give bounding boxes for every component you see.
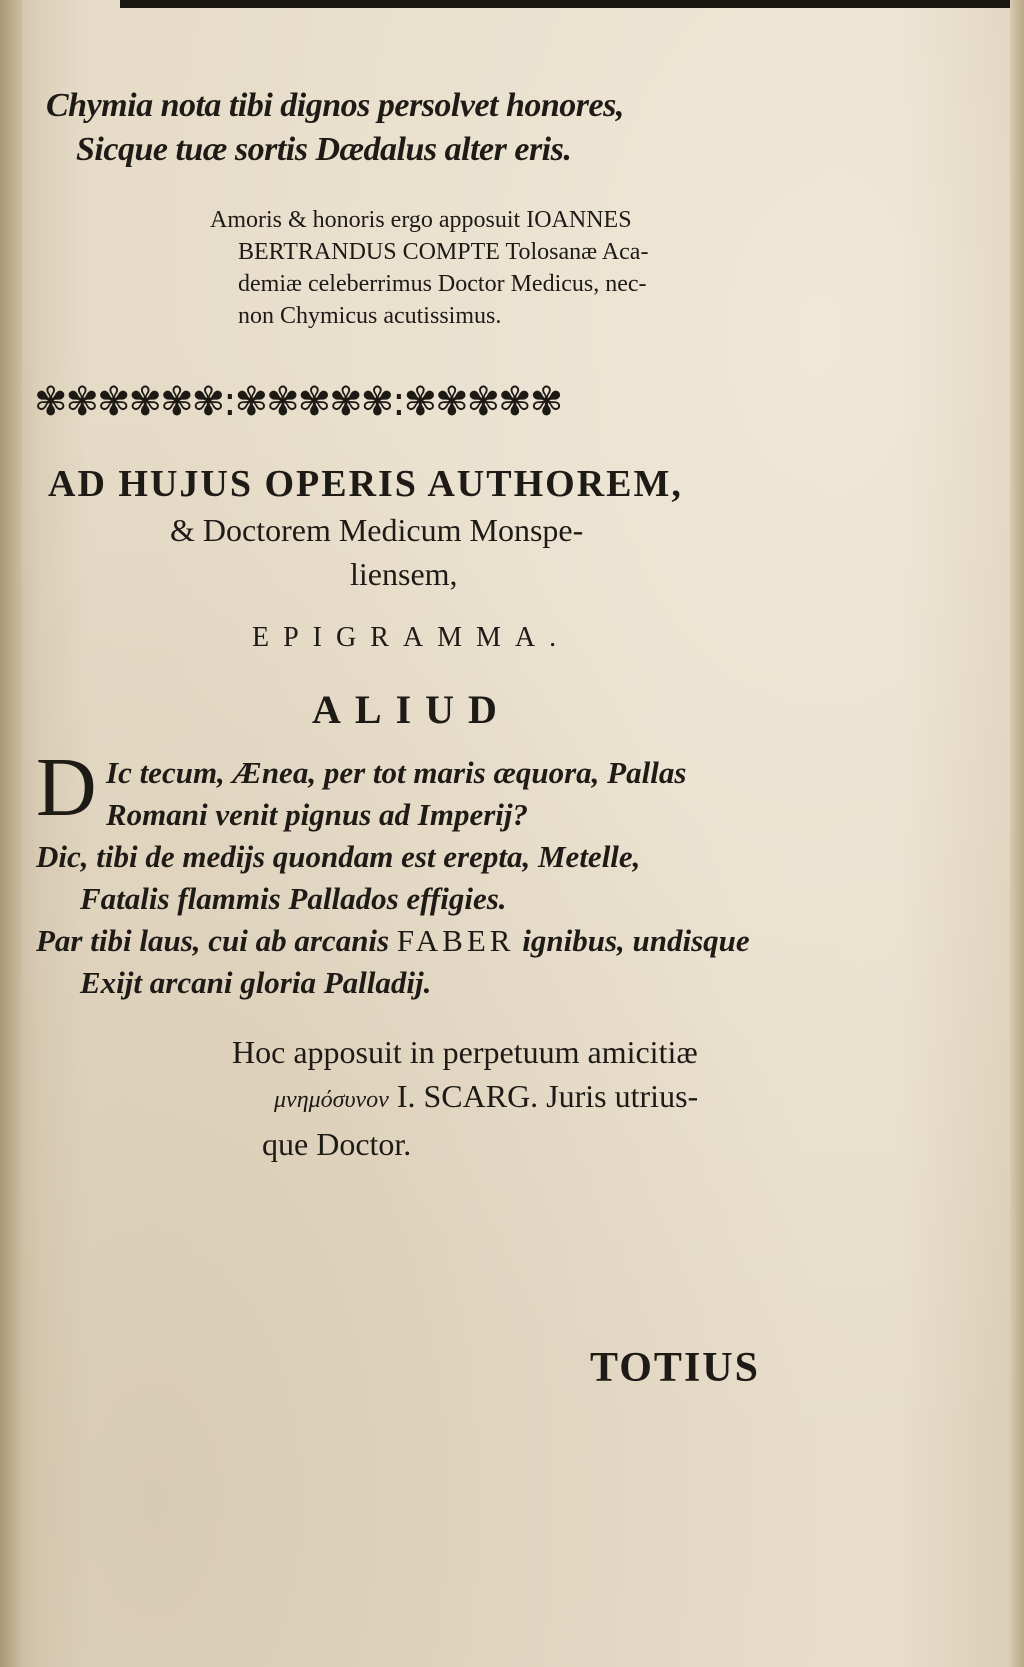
greek-word: μνημόσυνον bbox=[274, 1087, 389, 1113]
author-name: FABER bbox=[396, 923, 515, 958]
heading-subline: & Doctorem Medicum Monspe- bbox=[170, 512, 584, 548]
dedication-line: Amoris & honoris ergo apposuit IOANNES bbox=[210, 207, 632, 233]
poem-line: Ic tecum, Ænea, per tot maris æquora, Pallas bbox=[106, 755, 687, 790]
poem-line: Romani venit pignus ad Imperij? bbox=[106, 797, 529, 832]
catchword: TOTIUS bbox=[590, 1345, 760, 1391]
poem-line: Fatalis flammis Pallados effigies. bbox=[80, 881, 507, 916]
closing-verse bbox=[46, 84, 624, 172]
poem-line-part: ignibus, undisque bbox=[522, 923, 750, 958]
section-heading: AD HUJUS OPERIS AUTHOREM, bbox=[48, 463, 683, 505]
poem-line: Exijt arcani gloria Palladij. bbox=[80, 965, 432, 1000]
fleuron-ornament-band: ✾✾✾✾✾✾:✾✾✾✾✾:✾✾✾✾✾ bbox=[34, 379, 562, 425]
poem-line bbox=[36, 920, 750, 962]
verse-line: Chymia nota tibi dignos persolvet honores, bbox=[46, 87, 624, 124]
dedication-compte bbox=[210, 204, 648, 332]
poem-line-part: Par tibi laus, cui ab arcanis bbox=[36, 923, 390, 958]
poem-line: Dic, tibi de medijs quondam est erepta, Metelle, bbox=[36, 839, 641, 874]
verse-line: Sicque tuæ sortis Dædalus alter eris. bbox=[76, 131, 572, 168]
dedication-line: Hoc apposuit in perpetuum amicitiæ bbox=[232, 1034, 698, 1070]
dedication-line: non Chymicus acutissimus. bbox=[238, 303, 502, 329]
page-top-edge bbox=[120, 0, 1024, 8]
dedication-line: demiæ celeberrimus Doctor Medicus, nec- bbox=[238, 271, 647, 297]
page-gutter-shadow bbox=[0, 0, 22, 1667]
epigram-label: EPIGRAMMA. bbox=[252, 622, 571, 653]
dedication-line bbox=[232, 1074, 698, 1122]
aliud-label: ALIUD bbox=[312, 687, 511, 732]
epigram-poem bbox=[36, 741, 750, 1004]
page-fore-edge bbox=[1010, 0, 1024, 1667]
drop-capital: D bbox=[36, 741, 97, 834]
dedication-line-part: I. SCARG. Juris utrius- bbox=[396, 1078, 699, 1114]
dedication-line: BERTRANDUS COMPTE Tolosanæ Aca- bbox=[238, 239, 649, 265]
dedication-scarg bbox=[232, 1030, 698, 1166]
heading-subline: liensem, bbox=[350, 556, 458, 592]
dedication-line: que Doctor. bbox=[262, 1126, 412, 1162]
